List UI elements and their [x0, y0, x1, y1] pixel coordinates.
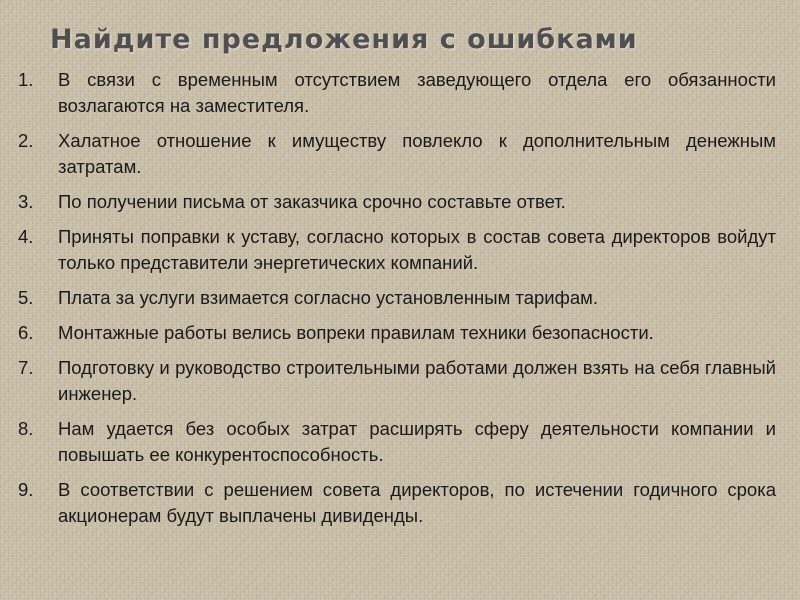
sentence-list: [18, 67, 776, 538]
list-item: [18, 477, 776, 529]
list-item: [18, 320, 776, 346]
item-text: Приняты поправки к уставу, согласно которых в состав совета директоров войдут только представители энергетических компаний.: [58, 226, 776, 273]
item-text: Халатное отношение к имуществу повлекло к дополнительным денежным затратам.: [58, 130, 776, 177]
item-text: Плата за услуги взимается согласно установленным тарифам.: [58, 287, 598, 308]
item-number: 8.: [18, 418, 34, 439]
item-number: 1.: [18, 69, 34, 90]
list-item: [18, 355, 776, 407]
list-item: [18, 67, 776, 119]
item-number: 6.: [18, 322, 34, 343]
list-item: [18, 416, 776, 468]
item-number: 5.: [18, 287, 34, 308]
item-text: Монтажные работы велись вопреки правилам техники безопасности.: [58, 322, 654, 343]
list-item: [18, 285, 776, 311]
item-text: В связи с временным отсутствием заведующего отдела его обязанности возлагаются на заместителя.: [58, 69, 776, 116]
item-text: По получении письма от заказчика срочно составьте ответ.: [58, 191, 566, 212]
list-item: [18, 189, 776, 215]
item-text: В соответствии с решением совета директоров, по истечении годичного срока акционерам будут выплачены дивиденды.: [58, 479, 776, 526]
item-number: 4.: [18, 226, 34, 247]
slide-title: Найдите предложения с ошибками: [50, 24, 638, 55]
item-number: 9.: [18, 479, 34, 500]
item-text: Нам удается без особых затрат расширять сферу деятельности компании и повышать ее конкурентоспособность.: [58, 418, 776, 465]
item-number: 2.: [18, 130, 34, 151]
list-item: [18, 224, 776, 276]
item-number: 3.: [18, 191, 34, 212]
item-number: 7.: [18, 357, 34, 378]
item-text: Подготовку и руководство строительными работами должен взять на себя главный инженер.: [58, 357, 776, 404]
list-item: [18, 128, 776, 180]
